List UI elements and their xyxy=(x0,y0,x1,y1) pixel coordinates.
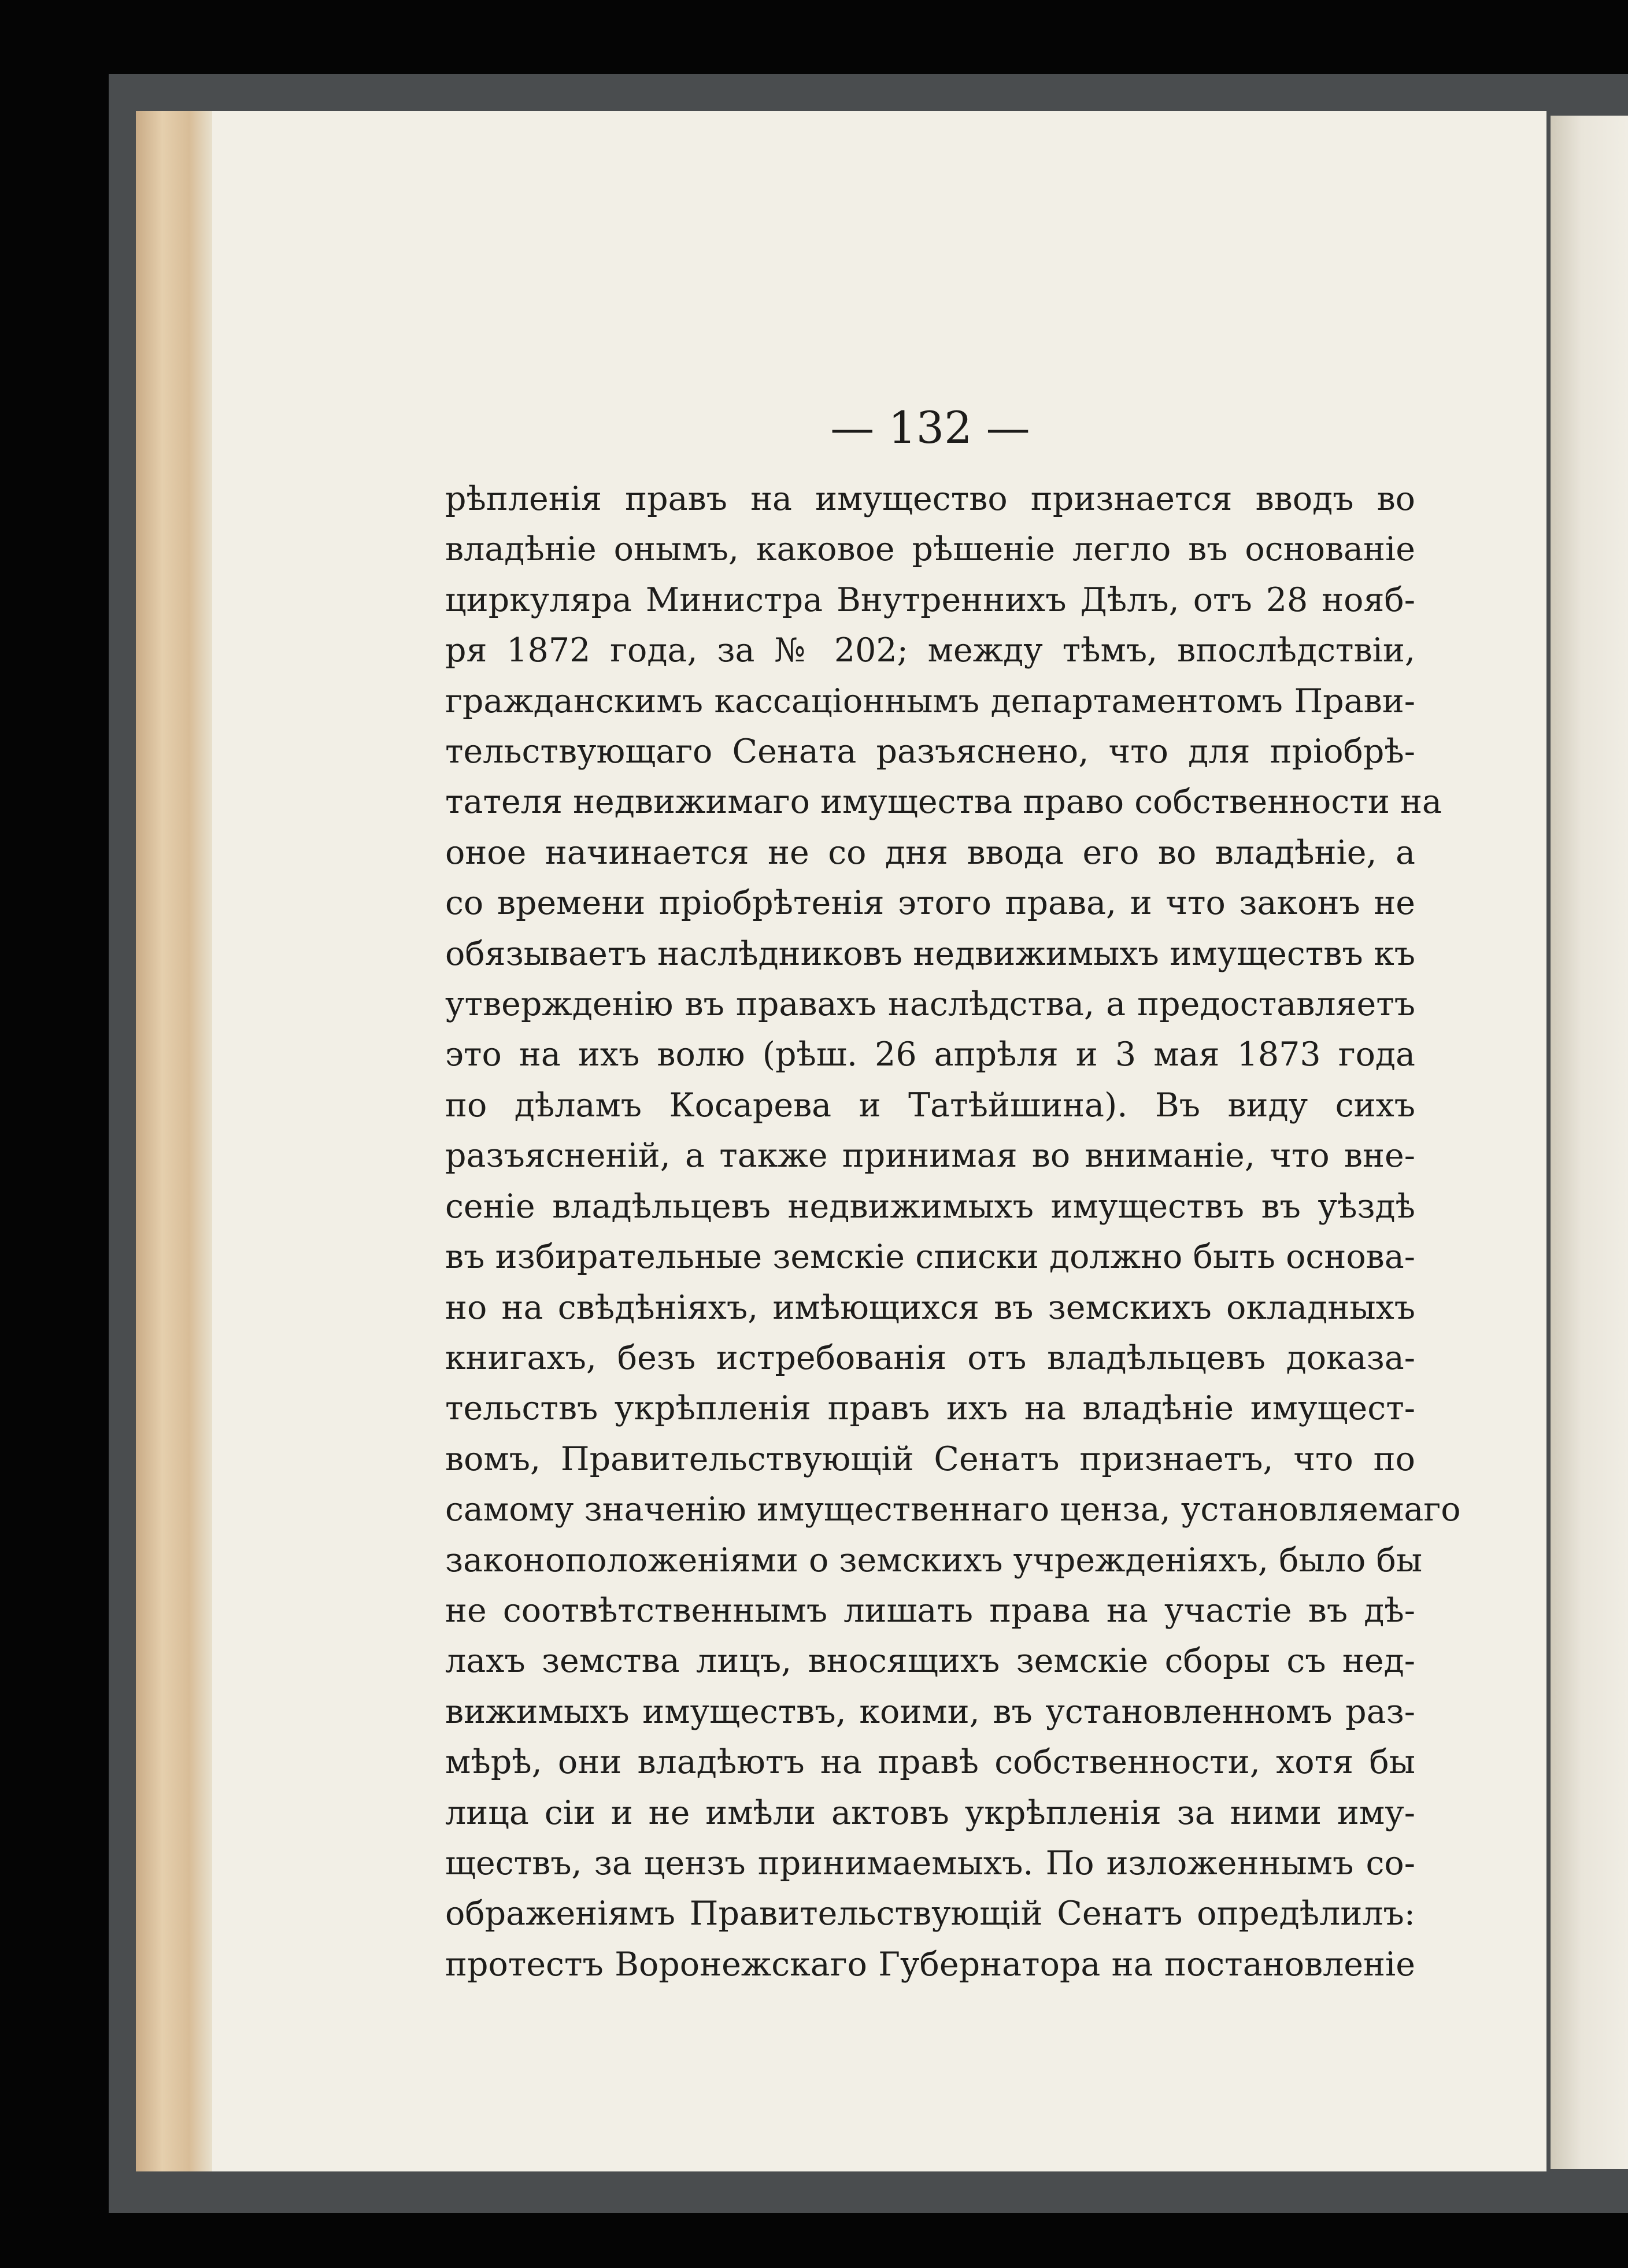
text-line-13: по дѣламъ Косарева и Татѣйшина). Въ виду сихъ xyxy=(445,1086,1415,1124)
text-line-26: мѣрѣ, они владѣютъ на правѣ собственности, хотя бы xyxy=(445,1743,1415,1782)
text-line-18: книгахъ, безъ истребованія отъ владѣльцевъ доказа- xyxy=(445,1338,1415,1377)
text-line-1: рѣпленія правъ на имущество признается вводъ во xyxy=(445,480,1415,518)
page-edge-stack xyxy=(136,111,212,2171)
text-line-16: въ избирательные земскіе списки должно быть основа- xyxy=(445,1238,1415,1277)
text-line-12: это на ихъ волю (рѣш. 26 апрѣля и 3 мая 1873 года xyxy=(445,1035,1415,1074)
text-line-6: тельствующаго Сената разъяснено, что для пріобрѣ- xyxy=(445,732,1415,771)
page-number: — 132 — xyxy=(830,402,1030,453)
text-line-2: владѣніе онымъ, каковое рѣшеніе легло въ основаніе xyxy=(445,530,1415,569)
text-line-5: гражданскимъ кассаціоннымъ департаментомъ Прави- xyxy=(445,682,1415,720)
text-line-21: самому значенію имущественнаго ценза, установляемаго xyxy=(445,1490,1461,1529)
text-line-20: вомъ, Правительствующій Сенатъ признаетъ, что по xyxy=(445,1440,1415,1478)
text-line-24: лахъ земства лицъ, вносящихъ земскіе сборы съ нед- xyxy=(445,1642,1415,1681)
text-line-25: вижимыхъ имуществъ, коими, въ установленномъ раз- xyxy=(445,1692,1415,1731)
text-line-4: ря 1872 года, за № 202; между тѣмъ, впослѣдствіи, xyxy=(445,631,1415,670)
text-line-7: тателя недвижимаго имущества право собственности на xyxy=(445,783,1442,822)
text-line-3: циркуляра Министра Внутреннихъ Дѣлъ, отъ 28 нояб- xyxy=(445,580,1415,619)
text-line-22: законоположеніями о земскихъ учрежденіяхъ, было бы xyxy=(445,1541,1423,1579)
facing-page-edge xyxy=(1551,116,1628,2169)
text-line-17: но на свѣдѣніяхъ, имѣющихся въ земскихъ окладныхъ xyxy=(445,1288,1415,1327)
text-line-15: сеніе владѣльцевъ недвижимыхъ имуществъ въ уѣздѣ xyxy=(445,1187,1415,1226)
text-line-9: со времени пріобрѣтенія этого права, и что законъ не xyxy=(445,884,1415,923)
text-line-29: ображеніямъ Правительствующій Сенатъ опредѣлилъ: xyxy=(445,1895,1415,1933)
text-line-8: оное начинается не со дня ввода его во владѣніе, а xyxy=(445,833,1415,872)
text-line-11: утвержденію въ правахъ наслѣдства, а предоставляетъ xyxy=(445,985,1415,1024)
text-line-30: протестъ Воронежскаго Губернатора на постановленіе xyxy=(445,1945,1415,1984)
text-line-28: ществъ, за цензъ принимаемыхъ. По изложеннымъ со- xyxy=(445,1844,1415,1882)
text-line-19: тельствъ укрѣпленія правъ ихъ на владѣніе имущест- xyxy=(445,1389,1415,1428)
text-line-14: разъясненій, а также принимая во вниманіе, что вне- xyxy=(445,1137,1415,1175)
page-text-area xyxy=(445,402,1461,1990)
text-line-10: обязываетъ наслѣдниковъ недвижимыхъ имуществъ къ xyxy=(445,934,1415,973)
text-line-23: не соотвѣтственнымъ лишать права на участіе въ дѣ- xyxy=(445,1591,1415,1630)
text-line-27: лица сіи и не имѣли актовъ укрѣпленія за ними иму- xyxy=(445,1793,1415,1832)
